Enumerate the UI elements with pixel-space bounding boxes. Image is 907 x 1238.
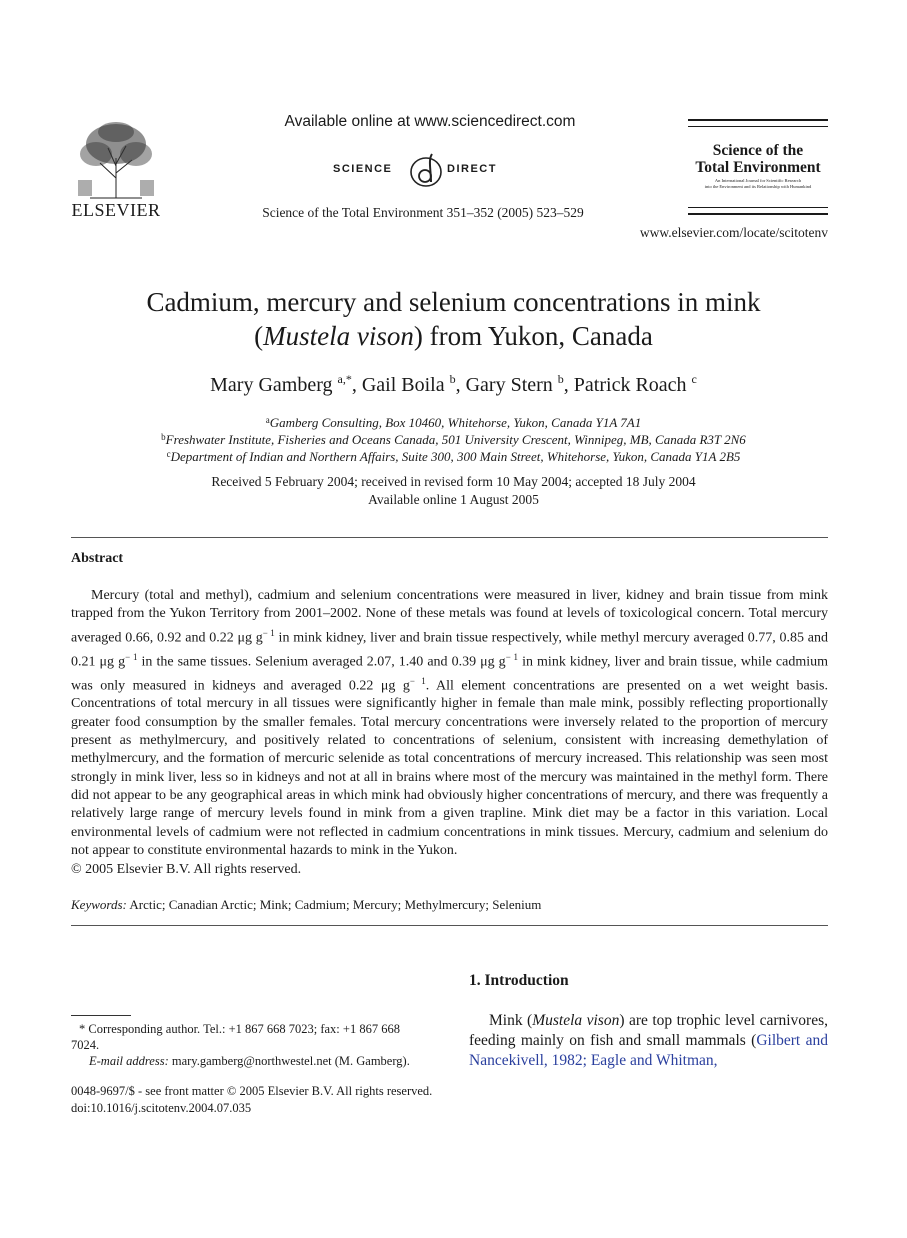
journal-logo-subtitle bbox=[688, 178, 828, 189]
front-matter-line: 0048-9697/$ - see front matter © 2005 Elsevier B.V. All rights reserved. bbox=[71, 1084, 433, 1098]
intro-text: ) are top trophic level carnivores, feeding mainly on fish and small mammals ( bbox=[469, 1012, 829, 1049]
footnote-rule bbox=[71, 1015, 131, 1016]
author-affiliation-mark[interactable]: c bbox=[691, 372, 697, 386]
journal-rule-bottom-thin bbox=[688, 207, 828, 208]
available-online-date: Available online 1 August 2005 bbox=[368, 492, 539, 507]
abstract-part: in the same tissues. Selenium averaged 2.07, 1.40 and 0.39 μg g bbox=[137, 654, 506, 670]
affiliation-mark: c bbox=[166, 449, 171, 459]
exponent: − 1 bbox=[505, 651, 519, 662]
section-heading-introduction: 1. Introduction bbox=[469, 972, 569, 989]
exponent: − 1 bbox=[125, 651, 138, 662]
sciencedirect-d-icon bbox=[408, 150, 444, 190]
available-online-text: Available online at www.sciencedirect.com bbox=[284, 113, 576, 130]
journal-title-line2: Total Environment bbox=[695, 159, 821, 176]
journal-rule-top bbox=[688, 119, 828, 121]
title-line2: (Mustela vison) from Yukon, Canada bbox=[254, 321, 653, 351]
journal-title-line1: Science of the bbox=[712, 142, 804, 159]
author-list bbox=[60, 372, 847, 397]
author-affiliation-mark[interactable]: b bbox=[557, 372, 564, 386]
introduction-paragraph bbox=[469, 1011, 828, 1071]
abstract-part: in mink kidney, liver and brain tissue respectively, while methyl mercury averaged 0.77, 0.85 and 0.21 μg g bbox=[71, 630, 828, 670]
article-title bbox=[60, 285, 847, 353]
author-affiliation-mark[interactable]: a,* bbox=[337, 372, 352, 386]
keywords-list: Arctic; Canadian Arctic; Mink; Cadmium; Mercury; Methylmercury; Selenium bbox=[129, 897, 542, 912]
divider bbox=[71, 537, 828, 538]
author-affiliation-mark[interactable]: b bbox=[449, 372, 456, 386]
affiliation-text: Department of Indian and Northern Affairs, Suite 300, 300 Main Street, Whitehorse, Yukon, Canada Y1A 2B5 bbox=[170, 449, 741, 464]
sciencedirect-left-word: SCIENCE bbox=[333, 163, 393, 175]
keywords bbox=[71, 897, 541, 913]
intro-text: Mink ( bbox=[489, 1012, 533, 1029]
title-line2-rest: from Yukon, Canada bbox=[429, 321, 653, 351]
author-separator: , bbox=[563, 374, 574, 396]
affiliation-text: Freshwater Institute, Fisheries and Oceans Canada, 501 University Crescent, Winnipeg, MB, Canada R3T 2N6 bbox=[165, 432, 746, 447]
divider bbox=[71, 925, 828, 926]
email-footnote bbox=[89, 1054, 410, 1069]
author-separator: , bbox=[455, 374, 466, 396]
author[interactable]: Mary Gamberg bbox=[210, 374, 333, 396]
email-label: E-mail address: bbox=[89, 1054, 169, 1068]
journal-subtitle-line2: into the Environment and its Relationship with Humankind bbox=[704, 183, 812, 189]
sciencedirect-right-word: DIRECT bbox=[447, 163, 497, 175]
author[interactable]: Gary Stern bbox=[465, 374, 553, 396]
doi-link[interactable]: doi:10.1016/j.scitotenv.2004.07.035 bbox=[71, 1101, 252, 1115]
affiliation bbox=[60, 415, 847, 431]
author[interactable]: Patrick Roach bbox=[573, 374, 687, 396]
journal-rule-bottom bbox=[688, 213, 828, 215]
journal-rule-top-thin bbox=[688, 126, 828, 127]
journal-subtitle-line1: An International Journal for Scientific Research bbox=[714, 178, 802, 183]
publisher-name: ELSEVIER bbox=[71, 200, 161, 220]
abstract-copyright: © 2005 Elsevier B.V. All rights reserved. bbox=[71, 862, 302, 877]
citation-link[interactable]: Gilbert and Nancekivell, 1982; Eagle and Whitman, bbox=[469, 1032, 828, 1069]
affiliation bbox=[60, 432, 847, 448]
abstract-part: in mink kidney, liver and brain tissue, while cadmium was only measured in kidneys and averaged 0.22 μg g bbox=[71, 654, 829, 694]
abstract-heading: Abstract bbox=[71, 551, 124, 566]
journal-url-link[interactable]: www.elsevier.com/locate/scitotenv bbox=[639, 225, 828, 240]
corresponding-author-footnote: * Corresponding author. Tel.: +1 867 668 7023; fax: +1 867 668 7024. bbox=[71, 1022, 400, 1052]
author-separator: , bbox=[351, 374, 362, 396]
intro-species: Mustela vison bbox=[532, 1012, 620, 1029]
affiliation bbox=[60, 449, 847, 465]
abstract-part: . All element concentrations are presented on a wet weight basis. Concentrations of total mercury in all tissues were significantly higher in female than male mink, possibly reflecting proportionally greater food consumption by the smaller females. Total mercury concentrations were inversely related to the proportion of mercury present as methylmercury, and positively related to concentrations of selenium, consistent with increasing demethylation of methylmercury, and the formation of mercuric selenide as total concentrations of mercury increased. This relationship was seen most strongly in mink liver, less so in kidneys and not at all in brains where most of the mercury was maintained in the methyl form. There did not appear to be any geographical areas in which mink had obviously higher concentrations of mercury, and there was frequently a relatively large range of mercury levels found in mink from a given trapline. Mink diet may be a factor in this variation. Local environmental levels of cadmium were not reflected in cadmium concentrations in mink tissues. Mercury, cadmium and selenium do not appear to constitute environmental hazards to mink in the Yukon. bbox=[71, 678, 829, 858]
title-line1: Cadmium, mercury and selenium concentrations in mink bbox=[146, 287, 761, 317]
exponent: − 1 bbox=[409, 675, 426, 686]
affiliation-mark: a bbox=[265, 415, 270, 425]
front-matter bbox=[71, 1083, 432, 1117]
exponent: − 1 bbox=[262, 627, 275, 638]
abstract-body bbox=[71, 587, 828, 860]
journal-logo-title bbox=[688, 142, 828, 176]
journal-citation: Science of the Total Environment 351–352 (2005) 523–529 bbox=[262, 205, 584, 220]
author[interactable]: Gail Boila bbox=[361, 374, 445, 396]
affiliation-mark: b bbox=[161, 432, 166, 442]
title-species: Mustela vison bbox=[263, 321, 414, 351]
received-dates: Received 5 February 2004; received in revised form 10 May 2004; accepted 18 July 2004 bbox=[211, 474, 696, 489]
affiliation-text: Gamberg Consulting, Box 10460, Whitehorse, Yukon, Canada Y1A 7A1 bbox=[269, 415, 642, 430]
email-address-link[interactable]: mary.gamberg@northwestel.net (M. Gamberg). bbox=[171, 1054, 410, 1068]
sciencedirect-logo bbox=[300, 150, 560, 190]
keywords-label: Keywords: bbox=[71, 897, 127, 912]
abstract-part: Mercury (total and methyl), cadmium and selenium concentrations were measured in liver, kidney and brain tissue from mink trapped from the Yukon Territory from 2001–2002. None of these metals was found at levels of toxicological concern. Total mercury averaged 0.66, 0.92 and 0.22 μg g bbox=[71, 588, 828, 646]
